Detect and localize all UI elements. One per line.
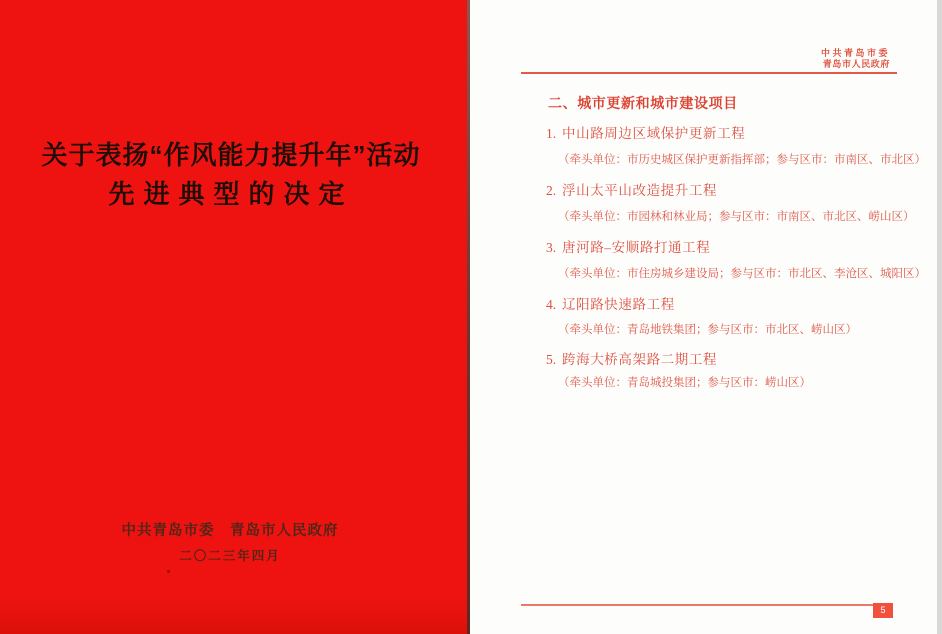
letterhead <box>821 48 890 70</box>
project-number: 1. <box>546 126 557 141</box>
project-title: 中山路周边区域保护更新工程 <box>562 126 746 141</box>
project-detail-2: （牵头单位：市园林和林业局；参与区市：市南区、市北区、崂山区） <box>558 211 915 223</box>
cover-page <box>0 0 470 634</box>
letterhead-line1: 中共青岛市委 <box>820 48 890 58</box>
footer-rule <box>521 604 873 606</box>
project-item-2 <box>546 179 717 199</box>
header-rule <box>521 72 897 74</box>
section-heading: 二、城市更新和城市建设项目 <box>548 95 738 111</box>
project-item-3 <box>546 236 710 256</box>
cover-title-line1: 关于表扬“作风能力提升年”活动 <box>41 140 421 170</box>
scan-speck <box>167 570 170 573</box>
project-detail-3: （牵头单位：市住房城乡建设局；参与区市：市北区、李沧区、城阳区） <box>558 268 926 280</box>
project-number: 4. <box>546 297 557 312</box>
cover-title <box>0 142 462 207</box>
project-title: 辽阳路快速路工程 <box>562 297 675 312</box>
page-number-badge: 5 <box>873 603 893 618</box>
project-item-1 <box>546 122 745 142</box>
letterhead-line2: 青岛市人民政府 <box>822 59 890 69</box>
project-item-4 <box>546 293 675 313</box>
project-title: 跨海大桥高架路二期工程 <box>562 352 718 367</box>
cover-publisher: 中共青岛市委 青岛市人民政府 <box>121 523 339 539</box>
cover-title-line2: 先进典型的决定 <box>108 179 354 209</box>
project-item-5 <box>546 348 717 368</box>
cover-date: 二〇二三年四月 <box>179 549 281 563</box>
project-detail-5: （牵头单位：青岛城投集团；参与区市：崂山区） <box>558 377 811 389</box>
cover-footer <box>0 523 460 563</box>
page-right-edge <box>937 0 942 634</box>
project-title: 浮山太平山改造提升工程 <box>562 183 718 198</box>
project-detail-4: （牵头单位：青岛地铁集团；参与区市：市北区、崂山区） <box>558 324 857 336</box>
project-number: 2. <box>546 183 557 198</box>
project-number: 5. <box>546 352 557 367</box>
project-detail-1: （牵头单位：市历史城区保护更新指挥部；参与区市：市南区、市北区） <box>558 154 926 166</box>
project-title: 唐河路–安顺路打通工程 <box>562 240 711 255</box>
content-page <box>470 0 942 634</box>
project-number: 3. <box>546 240 557 255</box>
